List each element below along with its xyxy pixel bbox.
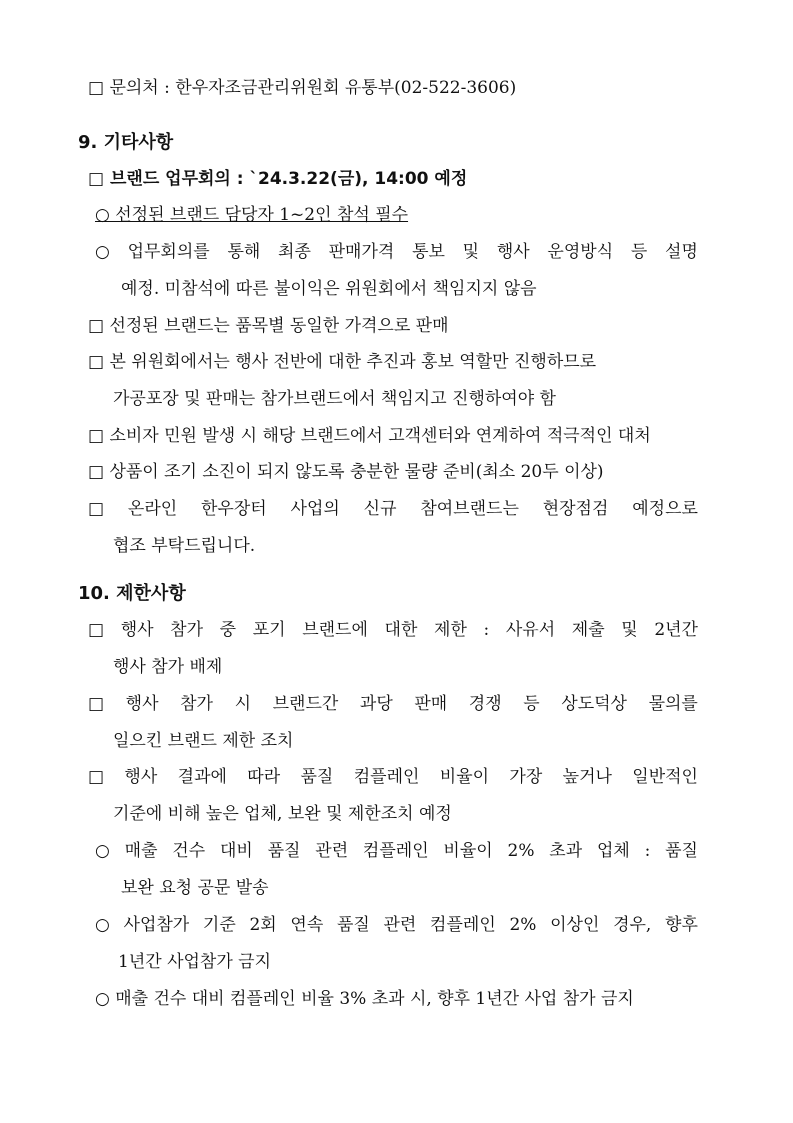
word: 대한 xyxy=(384,620,418,640)
word: 신규 xyxy=(363,499,397,519)
contact-line: □ 문의처 : 한우자조금관리위원회 유통부(02-522-3606) xyxy=(88,78,517,98)
meeting-sub-2-line-1 xyxy=(95,240,698,264)
word: 참가 xyxy=(170,620,204,640)
word: : xyxy=(644,841,651,861)
word: 컴플레인 xyxy=(362,841,429,861)
word: 기준 xyxy=(202,915,236,935)
section-10-sub-1-line-2: 보완 요청 공문 발송 xyxy=(121,878,269,898)
word: 운영방식 xyxy=(547,242,614,262)
word: 품질 xyxy=(665,841,698,861)
meeting-line: □ 브랜드 업무회의 : `24.3.22(금), 14:00 예정 xyxy=(88,169,468,189)
word: 따라 xyxy=(247,767,281,787)
word: 과당 xyxy=(359,694,393,714)
word: 경우, xyxy=(613,915,652,935)
word: 건수 xyxy=(172,841,206,861)
word: 높거나 xyxy=(562,767,612,787)
word: 판매가격 xyxy=(328,242,395,262)
word: 중 xyxy=(219,620,237,640)
section-9-item-2-line-2: 가공포장 및 판매는 참가브랜드에서 책임지고 진행하여야 함 xyxy=(113,389,556,409)
word: 최종 xyxy=(278,242,311,262)
section-9-item-3: □ 소비자 민원 발생 시 해당 브랜드에서 고객센터와 연계하여 적극적인 대처 xyxy=(88,426,651,446)
word: 및 xyxy=(462,242,480,262)
word: 관련 xyxy=(383,915,417,935)
word: 가장 xyxy=(509,767,543,787)
word: 2% xyxy=(507,841,535,861)
word: 한우장터 xyxy=(201,499,267,519)
section-10-item-2-line-2: 일으킨 브랜드 제한 조치 xyxy=(113,731,294,751)
word: 컴플레인 xyxy=(430,915,496,935)
section-9-item-5-line-1 xyxy=(88,497,698,521)
section-9-item-2-line-1: □ 본 위원회에서는 행사 전반에 대한 추진과 홍보 역할만 진행하므로 xyxy=(88,352,597,372)
word: 초과 xyxy=(549,841,583,861)
word: 행사 xyxy=(124,767,158,787)
word: 시 xyxy=(234,694,251,714)
word: 행사 xyxy=(120,620,154,640)
word: 제출 xyxy=(571,620,605,640)
section-9-title: 9. 기타사항 xyxy=(78,132,174,153)
meeting-sub-1 xyxy=(95,203,408,227)
word: 경쟁 xyxy=(468,694,502,714)
word: 일반적인 xyxy=(632,767,698,787)
section-10-item-1-line-1 xyxy=(88,618,698,642)
word: 이상인 xyxy=(550,915,600,935)
section-9-item-1: □ 선정된 브랜드는 품목별 동일한 가격으로 판매 xyxy=(88,316,449,336)
word: 브랜드간 xyxy=(272,694,339,714)
word: 매출 xyxy=(124,841,158,861)
section-10-sub-2-line-2: 1년간 사업참가 금지 xyxy=(118,952,271,972)
word: □ xyxy=(88,767,105,787)
word: 사업의 xyxy=(290,499,340,519)
word: 온라인 xyxy=(127,499,178,519)
section-10-sub-1-line-1 xyxy=(95,839,698,863)
word: 2% xyxy=(509,915,537,935)
word: 업체 xyxy=(596,841,630,861)
word: 비율이 xyxy=(439,767,490,787)
word: 등 xyxy=(523,694,540,714)
word: 브랜드에 xyxy=(302,620,368,640)
word: 행사 xyxy=(496,242,530,262)
word: 등 xyxy=(630,242,648,262)
section-10-item-1-line-2: 행사 참가 배제 xyxy=(113,657,223,677)
word: □ xyxy=(88,620,105,640)
word: 비율이 xyxy=(443,841,493,861)
word: 포기 xyxy=(252,620,286,640)
section-10-sub-2-line-1 xyxy=(95,913,698,937)
word: 사유서 xyxy=(505,620,556,640)
word: 행사 xyxy=(125,694,159,714)
word: 물의를 xyxy=(648,694,698,714)
word: 통보 xyxy=(412,242,445,262)
word: 현장점검 xyxy=(542,499,609,519)
word: 설명 xyxy=(665,242,698,262)
word: 참가 xyxy=(180,694,213,714)
meeting-sub-2-line-2: 예정. 미참석에 따른 불이익은 위원회에서 책임지지 않음 xyxy=(121,279,537,299)
word: ○ xyxy=(95,915,110,935)
word: 결과에 xyxy=(177,767,227,787)
word: 컴플레인 xyxy=(353,767,420,787)
section-9-item-4: □ 상품이 조기 소진이 되지 않도록 충분한 물량 준비(최소 20두 이상) xyxy=(88,462,604,482)
word: 통해 xyxy=(227,242,261,262)
word: ○ xyxy=(95,242,110,262)
meeting-sub-1-text: ○ 선정된 브랜드 담당자 1~2인 참석 필수 xyxy=(95,205,409,225)
section-10-title: 10. 제한사항 xyxy=(78,583,186,604)
word: □ xyxy=(88,694,105,714)
word: 사업참가 xyxy=(123,915,190,935)
word: □ xyxy=(88,499,105,519)
word: 품질 xyxy=(267,841,301,861)
word: 연속 xyxy=(290,915,324,935)
word: 대비 xyxy=(219,841,253,861)
word: 품질 xyxy=(300,767,334,787)
word: 제한 xyxy=(434,620,467,640)
word: 향후 xyxy=(665,915,698,935)
section-10-sub-3: ○ 매출 건수 대비 컴플레인 비율 3% 초과 시, 향후 1년간 사업 참가 금지 xyxy=(95,989,634,1009)
section-10-item-2-line-1 xyxy=(88,692,698,716)
word: 판매 xyxy=(414,694,448,714)
section-10-item-3-line-1 xyxy=(88,765,698,789)
word: 2년간 xyxy=(654,620,698,640)
word: 예정으로 xyxy=(632,499,698,519)
word: 2회 xyxy=(249,915,277,935)
section-9-item-5-line-2: 협조 부탁드립니다. xyxy=(113,536,256,556)
word: 관련 xyxy=(315,841,349,861)
word: 참여브랜드는 xyxy=(420,499,519,519)
word: ○ xyxy=(95,841,110,861)
word: 및 xyxy=(621,620,638,640)
word: 업무회의를 xyxy=(127,242,210,262)
word: 품질 xyxy=(336,915,370,935)
word: : xyxy=(483,620,490,640)
word: 상도덕상 xyxy=(561,694,627,714)
section-10-item-3-line-2: 기준에 비해 높은 업체, 보완 및 제한조치 예정 xyxy=(113,804,452,824)
